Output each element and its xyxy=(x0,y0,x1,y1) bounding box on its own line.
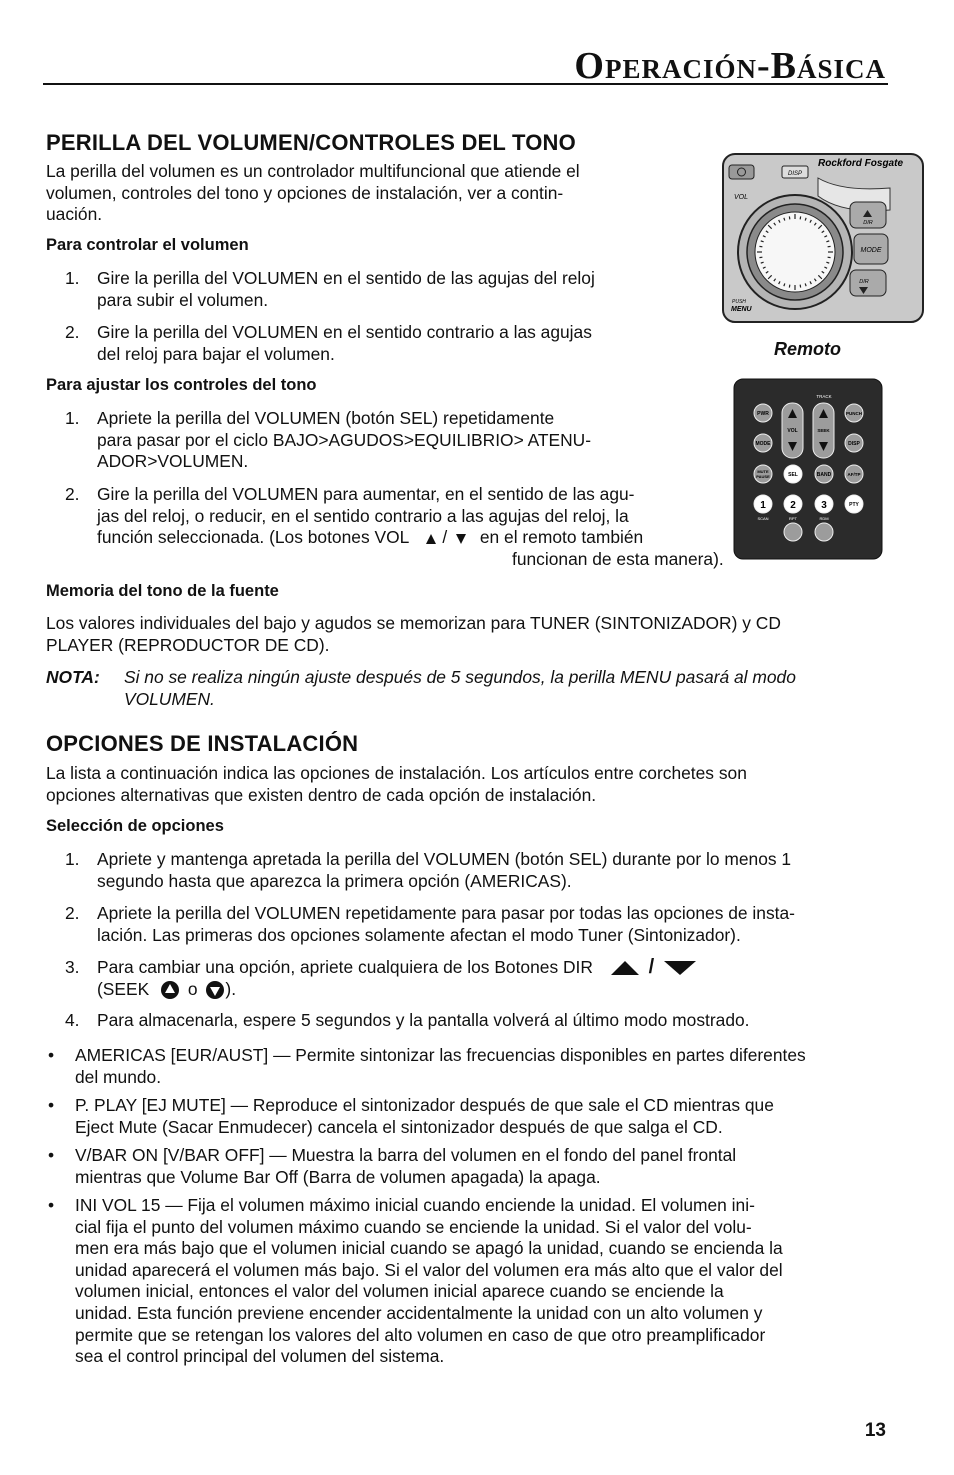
text-line: cial fija el punto del volumen máximo cuando se enciende la unidad. Si el valor del volu- xyxy=(75,1216,752,1237)
text-line: La perilla del volumen es un controlador multifuncional que atiende el xyxy=(46,161,580,181)
text-line: VOLUMEN. xyxy=(124,688,215,709)
bullet-icon: • xyxy=(48,1195,55,1215)
mode-label: MODE xyxy=(860,247,882,254)
figure-caption: Remoto xyxy=(774,339,841,359)
punch-label: PUNCH xyxy=(845,411,863,416)
text-line: Eject Mute (Sacar Enmudecer) cancela el sintonizador después de que salga el CD. xyxy=(75,1116,723,1137)
remote-button xyxy=(815,523,833,541)
text-segment: en el remoto también xyxy=(479,527,644,548)
text-segment: Para cambiar una opción, apriete cualquiera de los Botones DIR xyxy=(97,957,593,977)
pty-label: PTY xyxy=(849,502,859,508)
list-item xyxy=(46,903,795,946)
text-line: del mundo. xyxy=(75,1066,162,1087)
dir-up-icon xyxy=(610,960,640,976)
section-heading-volume: PERILLA DEL VOLUMEN/CONTROLES DEL TONO xyxy=(46,130,576,155)
seek-up-icon xyxy=(160,980,180,1000)
preset-1-label: 1 xyxy=(760,500,766,511)
dir-label: DIR xyxy=(863,220,873,226)
section-heading-install-options: OPCIONES DE INSTALACIÓN xyxy=(46,731,359,756)
text-line: lación. Las primeras dos opciones solamente afectan el modo Tuner (Sintonizador). xyxy=(97,924,741,945)
text-line: opciones alternativas que existen dentro de cada opción de instalación. xyxy=(46,784,597,805)
remote-button xyxy=(784,523,802,541)
subheading-memory: Memoria del tono de la fuente xyxy=(46,582,279,600)
text-segment: ). xyxy=(225,978,237,999)
step-number: 1. xyxy=(65,849,80,869)
push-label: PUSH xyxy=(732,299,746,305)
vol-label: VOL xyxy=(787,428,798,434)
text-line: Gire la perilla del VOLUMEN en el sentido de las agujas del reloj xyxy=(97,268,595,288)
bullet-icon: • xyxy=(48,1045,55,1065)
text-segment: (SEEK xyxy=(97,978,150,999)
text-segment: o xyxy=(187,978,198,999)
menu-label: MENU xyxy=(731,306,752,313)
down-triangle-icon xyxy=(455,533,467,545)
sel-label: SEL xyxy=(788,472,798,478)
list-item xyxy=(46,1010,750,1032)
pause-label: PAUSE xyxy=(756,474,770,479)
text-line: sea el control principal del volumen del sistema. xyxy=(75,1346,445,1367)
step-number: 2. xyxy=(65,484,80,504)
bullet-item xyxy=(46,1145,736,1188)
page-number: 13 xyxy=(864,1420,886,1441)
text-line: Apriete y mantenga apretada la perilla del VOLUMEN (botón SEL) durante por lo menos 1 xyxy=(97,849,792,869)
bullet-icon: • xyxy=(48,1095,55,1115)
dir-down-icon xyxy=(663,960,697,976)
text-line: volumen, controles del tono y opciones de instalación, ver a contin- xyxy=(46,182,564,203)
separator: / xyxy=(442,527,448,548)
text-line: unidad. Esta función previene encender accidentalmente la unidad con un alto volumen y xyxy=(75,1302,763,1323)
band-label: BAND xyxy=(816,472,832,478)
text-line: men era más bajo que el volumen inicial cuando se apagó la unidad, cuando se encienda la xyxy=(75,1238,783,1259)
note-label: NOTA: xyxy=(46,667,100,687)
scan-label: SCAN xyxy=(757,516,769,521)
text-line xyxy=(97,527,643,549)
step-number: 2. xyxy=(65,903,80,923)
text-line: mientras que Volume Bar Off (Barra de volumen apagada) la apaga. xyxy=(75,1166,601,1187)
text-line: P. PLAY [EJ MUTE] — Reproduce el sintonizador después de que sale el CD mientras que xyxy=(75,1095,774,1115)
remote-illustration xyxy=(733,378,883,530)
note xyxy=(46,667,896,710)
rpt-label: RPT xyxy=(789,516,797,521)
step-number: 3. xyxy=(65,957,80,977)
up-triangle-icon xyxy=(425,533,437,545)
text-line xyxy=(97,979,697,1001)
af-tp-label: AF/TP xyxy=(847,472,861,477)
disp-label: DISP xyxy=(787,171,803,177)
text-line: volumen inicial, entonces el valor del volumen inicial aparece cuando se enciende la xyxy=(75,1281,724,1302)
dir-label: DIR xyxy=(859,279,869,285)
text-line: del reloj para bajar el volumen. xyxy=(97,343,335,364)
text-line: Apriete la perilla del VOLUMEN repetidamente para pasar por todas las opciones de insta- xyxy=(97,903,795,923)
pwr-label: PWR xyxy=(757,411,769,417)
list-item xyxy=(46,484,643,549)
list-item xyxy=(46,849,791,892)
bullet-item xyxy=(46,1195,783,1368)
bullet-item xyxy=(46,1095,774,1138)
list-item xyxy=(46,408,591,473)
text-line: segundo hasta que aparezca la primera opción (AMERICAS). xyxy=(97,870,572,891)
subheading-select-options: Selección de opciones xyxy=(46,817,224,835)
intro-paragraph xyxy=(46,161,580,226)
install-intro-paragraph xyxy=(46,763,906,806)
vol-label: VOL xyxy=(734,194,749,201)
text-line: permite que se retengan los valores del alto volumen en caso de que otro preamplificador xyxy=(75,1324,766,1345)
bullet-icon: • xyxy=(48,1145,55,1165)
preset-2-label: 2 xyxy=(790,500,796,511)
page-title: Operación-Básica xyxy=(574,45,886,87)
eject-button xyxy=(729,165,754,179)
text-line: uación. xyxy=(46,204,103,225)
text-line: PLAYER (REPRODUCTOR DE CD). xyxy=(46,634,330,655)
list-item xyxy=(46,268,595,311)
text-line: ADOR>VOLUMEN. xyxy=(97,451,249,472)
step-number: 4. xyxy=(65,1010,80,1030)
head-unit-illustration xyxy=(722,152,904,324)
mode-label: MODE xyxy=(755,441,771,447)
text-line: Los valores individuales del bajo y agudos se memorizan para TUNER (SINTONIZADOR) y CD xyxy=(46,613,781,633)
step-number: 1. xyxy=(65,268,80,288)
seek-label: SEEK xyxy=(817,428,830,433)
text-line: jas del reloj, o reducir, en el sentido contrario a las agujas del reloj, la xyxy=(97,505,629,526)
step-number: 2. xyxy=(65,322,80,342)
disp-label: DISP xyxy=(848,441,860,447)
bullet-item xyxy=(46,1045,806,1088)
header-rule xyxy=(43,83,888,85)
text-line xyxy=(97,957,697,979)
text-line: funcionan de esta manera). xyxy=(512,549,724,569)
track-label: TRACK xyxy=(816,394,832,399)
rdm-label: RDM xyxy=(819,516,829,521)
subheading-volume: Para controlar el volumen xyxy=(46,236,249,254)
brand-logo: Rockford Fosgate xyxy=(818,158,904,169)
text-segment: función seleccionada. (Los botones VOL xyxy=(97,527,409,548)
mute-label: MUTE xyxy=(757,469,769,474)
memory-paragraph xyxy=(46,613,906,656)
separator: / xyxy=(648,956,655,978)
text-line: Para almacenarla, espere 5 segundos y la pantalla volverá al último modo mostrado. xyxy=(97,1010,750,1030)
text-line: Si no se realiza ningún ajuste después de 5 segundos, la perilla MENU pasará al modo xyxy=(124,667,796,687)
text-line: AMERICAS [EUR/AUST] — Permite sintonizar las frecuencias disponibles en partes diferentes xyxy=(75,1045,806,1065)
preset-3-label: 3 xyxy=(821,500,827,511)
text-line: para pasar por el ciclo BAJO>AGUDOS>EQUILIBRIO> ATENU- xyxy=(97,429,592,450)
list-item xyxy=(46,957,697,1000)
text-line: La lista a continuación indica las opciones de instalación. Los artículos entre corchetes son xyxy=(46,763,747,783)
list-item xyxy=(46,322,592,365)
seek-down-icon xyxy=(205,980,225,1000)
text-line: Gire la perilla del VOLUMEN en el sentido contrario a las agujas xyxy=(97,322,592,342)
subheading-tone: Para ajustar los controles del tono xyxy=(46,376,317,394)
text-line: INI VOL 15 — Fija el volumen máximo inicial cuando enciende la unidad. El volumen ini- xyxy=(75,1195,755,1215)
step-number: 1. xyxy=(65,408,80,428)
text-line: unidad aparecerá el volumen más bajo. Si el valor del volumen era más alto que el valor del xyxy=(75,1259,783,1280)
text-line: V/BAR ON [V/BAR OFF] — Muestra la barra del volumen en el fondo del panel frontal xyxy=(75,1145,737,1165)
volume-knob xyxy=(755,212,835,292)
text-line: Gire la perilla del VOLUMEN para aumentar, en el sentido de las agu- xyxy=(97,484,635,504)
text-line: para subir el volumen. xyxy=(97,289,269,310)
text-line: Apriete la perilla del VOLUMEN (botón SEL) repetidamente xyxy=(97,408,555,428)
